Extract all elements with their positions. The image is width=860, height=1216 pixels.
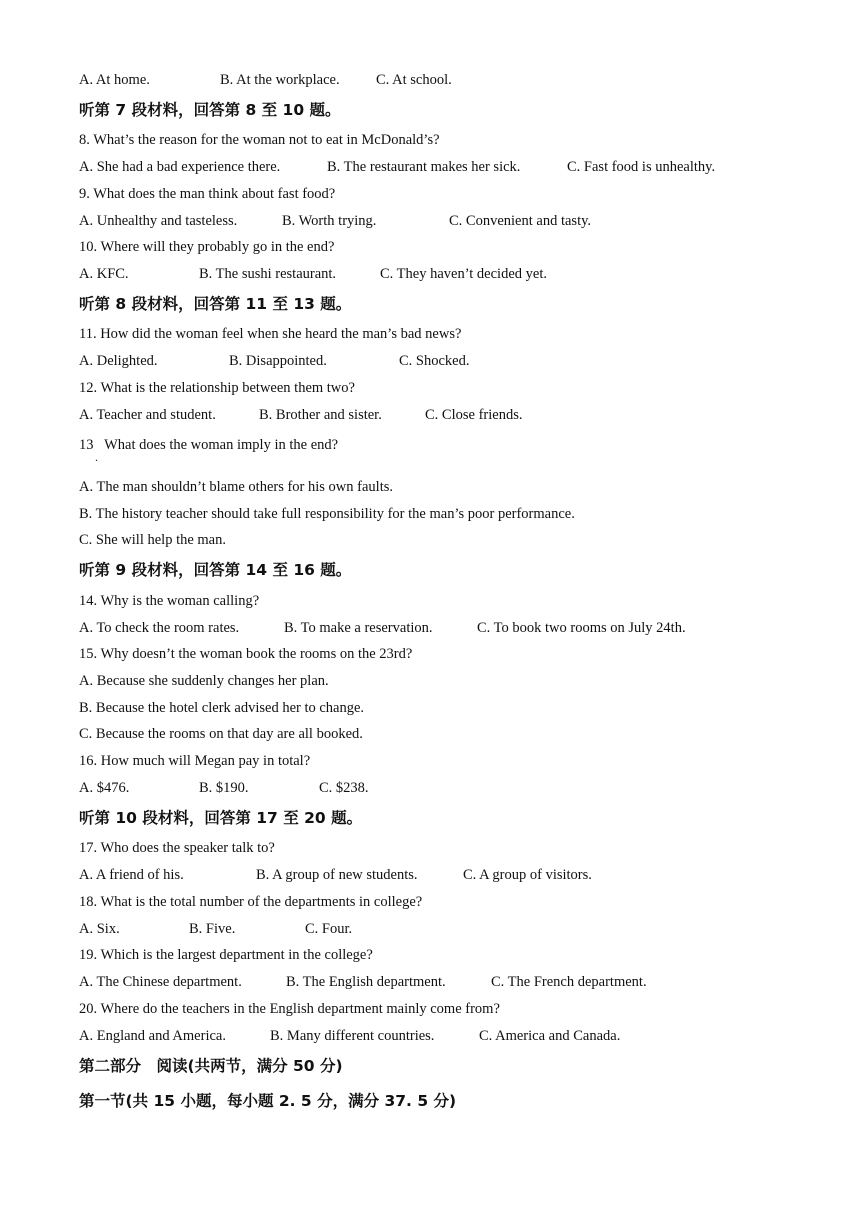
option-b: B. Worth trying. xyxy=(282,213,377,229)
question-13: 13 What does the woman imply in the end? xyxy=(79,437,339,453)
option-c: C. Convenient and tasty. xyxy=(449,213,592,229)
question-17: 17. Who does the speaker talk to? xyxy=(79,840,275,856)
option-a: A. Unhealthy and tasteless. xyxy=(79,213,238,229)
option-b: B. At the workplace. xyxy=(220,72,340,88)
option-c: C. Shocked. xyxy=(399,353,470,369)
option-13a: A. The man shouldn’t blame others for his own faults. xyxy=(79,479,393,495)
section-heading-7: 听第 7 段材料，回答第 8 至 10 题。 xyxy=(79,101,341,119)
option-a: A. KFC. xyxy=(79,266,129,282)
option-a: A. She had a bad experience there. xyxy=(79,159,281,175)
option-c: C. To book two rooms on July 24th. xyxy=(477,620,686,636)
question-20: 20. Where do the teachers in the English department mainly come from? xyxy=(79,1001,500,1017)
section-heading-8: 听第 8 段材料，回答第 11 至 13 题。 xyxy=(79,295,352,313)
option-b: B. The restaurant makes her sick. xyxy=(327,159,521,175)
option-b: B. The sushi restaurant. xyxy=(199,266,337,282)
option-b: B. Many different countries. xyxy=(270,1028,435,1044)
option-b: B. The English department. xyxy=(286,974,446,990)
question-11: 11. How did the woman feel when she heard the man’s bad news? xyxy=(79,326,462,342)
question-15: 15. Why doesn’t the woman book the rooms on the 23rd? xyxy=(79,646,413,662)
option-b: B. Disappointed. xyxy=(229,353,327,369)
question-10: 10. Where will they probably go in the end? xyxy=(79,239,335,255)
question-16: 16. How much will Megan pay in total? xyxy=(79,753,311,769)
option-a: A. Teacher and student. xyxy=(79,407,216,423)
option-15b: B. Because the hotel clerk advised her to change. xyxy=(79,700,365,716)
section-one-heading: 第一节(共 15 小题，每小题 2. 5 分，满分 37. 5 分) xyxy=(79,1092,457,1110)
option-b: B. $190. xyxy=(199,780,249,796)
option-a: A. Delighted. xyxy=(79,353,158,369)
option-a: A. $476. xyxy=(79,780,130,796)
question-19: 19. Which is the largest department in the college? xyxy=(79,947,373,963)
option-b: B. A group of new students. xyxy=(256,867,418,883)
question-9: 9. What does the man think about fast food? xyxy=(79,186,336,202)
option-c: C. They haven’t decided yet. xyxy=(380,266,547,282)
option-13b: B. The history teacher should take full responsibility for the man’s poor performance. xyxy=(79,506,575,522)
option-b: B. Five. xyxy=(189,921,236,937)
option-13c: C. She will help the man. xyxy=(79,532,226,548)
option-c: C. America and Canada. xyxy=(479,1028,621,1044)
option-c: C. At school. xyxy=(376,72,452,88)
option-a: A. Six. xyxy=(79,921,120,937)
option-15c: C. Because the rooms on that day are all booked. xyxy=(79,726,363,742)
option-c: C. $238. xyxy=(319,780,369,796)
question-18: 18. What is the total number of the departments in college? xyxy=(79,894,423,910)
option-b: B. Brother and sister. xyxy=(259,407,382,423)
option-15a: A. Because she suddenly changes her plan. xyxy=(79,673,329,689)
option-a: A. A friend of his. xyxy=(79,867,184,883)
question-14: 14. Why is the woman calling? xyxy=(79,593,260,609)
question-8: 8. What’s the reason for the woman not to eat in McDonald’s? xyxy=(79,132,440,148)
option-c: C. Close friends. xyxy=(425,407,523,423)
option-a: A. To check the room rates. xyxy=(79,620,240,636)
option-c: C. The French department. xyxy=(491,974,647,990)
section-heading-9: 听第 9 段材料，回答第 14 至 16 题。 xyxy=(79,561,352,579)
option-c: C. Four. xyxy=(305,921,353,937)
part-two-heading: 第二部分 阅读(共两节，满分 50 分) xyxy=(79,1057,343,1075)
option-a: A. The Chinese department. xyxy=(79,974,242,990)
question-12: 12. What is the relationship between them two? xyxy=(79,380,355,396)
option-a: A. At home. xyxy=(79,72,150,88)
stray-dot-mark: . xyxy=(95,450,98,464)
option-a: A. England and America. xyxy=(79,1028,226,1044)
option-b: B. To make a reservation. xyxy=(284,620,433,636)
section-heading-10: 听第 10 段材料，回答第 17 至 20 题。 xyxy=(79,809,363,827)
option-c: C. A group of visitors. xyxy=(463,867,592,883)
option-c: C. Fast food is unhealthy. xyxy=(567,159,716,175)
